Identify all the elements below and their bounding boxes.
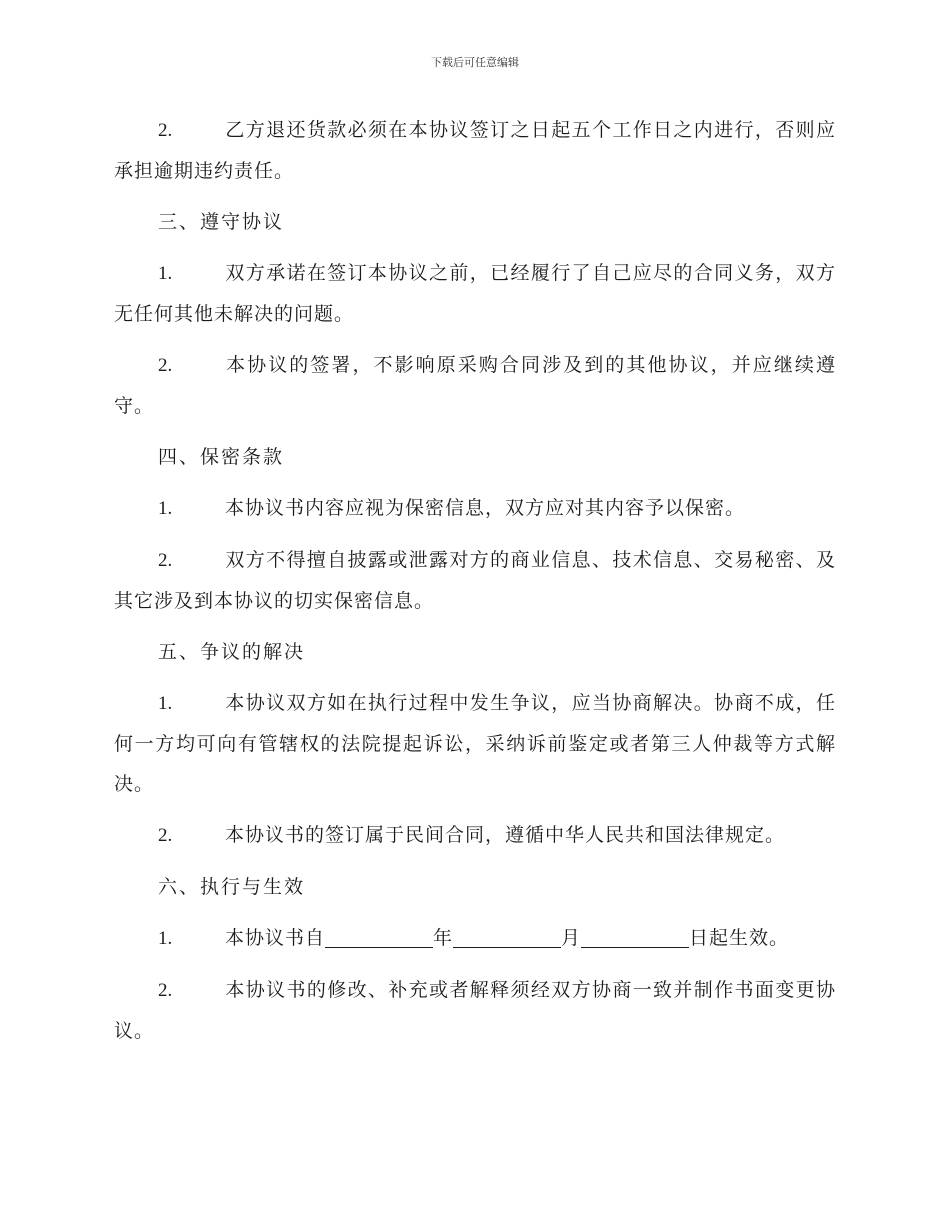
- day-blank-field[interactable]: [581, 925, 689, 948]
- section-heading-3: 三、遵守协议: [158, 211, 285, 233]
- clause-3-1: [114, 253, 836, 334]
- clause-number: 2.: [158, 825, 173, 846]
- clause-number: 1.: [158, 498, 173, 519]
- section-heading-4: 四、保密条款: [158, 446, 285, 468]
- clause-6-2: [114, 970, 836, 1051]
- clause-text: 双方不得擅自披露或泄露对方的商业信息、技术信息、交易秘密、及其它涉及到本协议的切实保密信息。: [114, 549, 836, 612]
- month-label: 月: [561, 927, 582, 949]
- section-heading-5: 五、争议的解决: [158, 641, 306, 663]
- clause-text: 乙方退还货款必须在本协议签订之日起五个工作日之内进行，否则应承担逾期违约责任。: [114, 119, 836, 182]
- clause-text: 本协议双方如在执行过程中发生争议，应当协商解决。协商不成，任何一方均可向有管辖权的法院提起诉讼，采纳诉前鉴定或者第三人仲裁等方式解决。: [114, 692, 836, 795]
- clause-3-2: [114, 345, 836, 426]
- clause-text: 本协议书的修改、补充或者解释须经双方协商一致并制作书面变更协议。: [114, 979, 836, 1042]
- clause-number: 2.: [158, 120, 173, 141]
- year-blank-field[interactable]: [325, 925, 433, 948]
- document-body: [114, 110, 836, 1062]
- clause-5-1: [114, 683, 836, 804]
- year-label: 年: [433, 927, 454, 949]
- clause-number: 1.: [158, 263, 173, 284]
- clause-4-1: [114, 488, 836, 529]
- clause-number: 1.: [158, 693, 173, 714]
- section-heading-6: 六、执行与生效: [158, 876, 306, 898]
- clause-number: 2.: [158, 980, 173, 1001]
- clause-text: 双方承诺在签订本协议之前，已经履行了自己应尽的合同义务，双方无任何其他未解决的问题。: [114, 262, 836, 325]
- page-header: 下载后可任意编辑: [431, 56, 519, 69]
- clause-5-2: [114, 815, 836, 856]
- date-text-suffix: 日起生效。: [689, 927, 790, 949]
- clause-text: 本协议书的签订属于民间合同，遵循中华人民共和国法律规定。: [225, 824, 786, 846]
- clause-6-1: [114, 918, 836, 959]
- clause-2-2: [114, 110, 836, 191]
- month-blank-field[interactable]: [453, 925, 561, 948]
- date-text-prefix: 本协议书自: [225, 927, 326, 949]
- clause-4-2: [114, 540, 836, 621]
- clause-number: 2.: [158, 550, 173, 571]
- clause-number: 1.: [158, 928, 173, 949]
- clause-text: 本协议的签署，不影响原采购合同涉及到的其他协议，并应继续遵守。: [114, 354, 836, 417]
- clause-text: 本协议书内容应视为保密信息，双方应对其内容予以保密。: [225, 497, 746, 519]
- clause-number: 2.: [158, 355, 173, 376]
